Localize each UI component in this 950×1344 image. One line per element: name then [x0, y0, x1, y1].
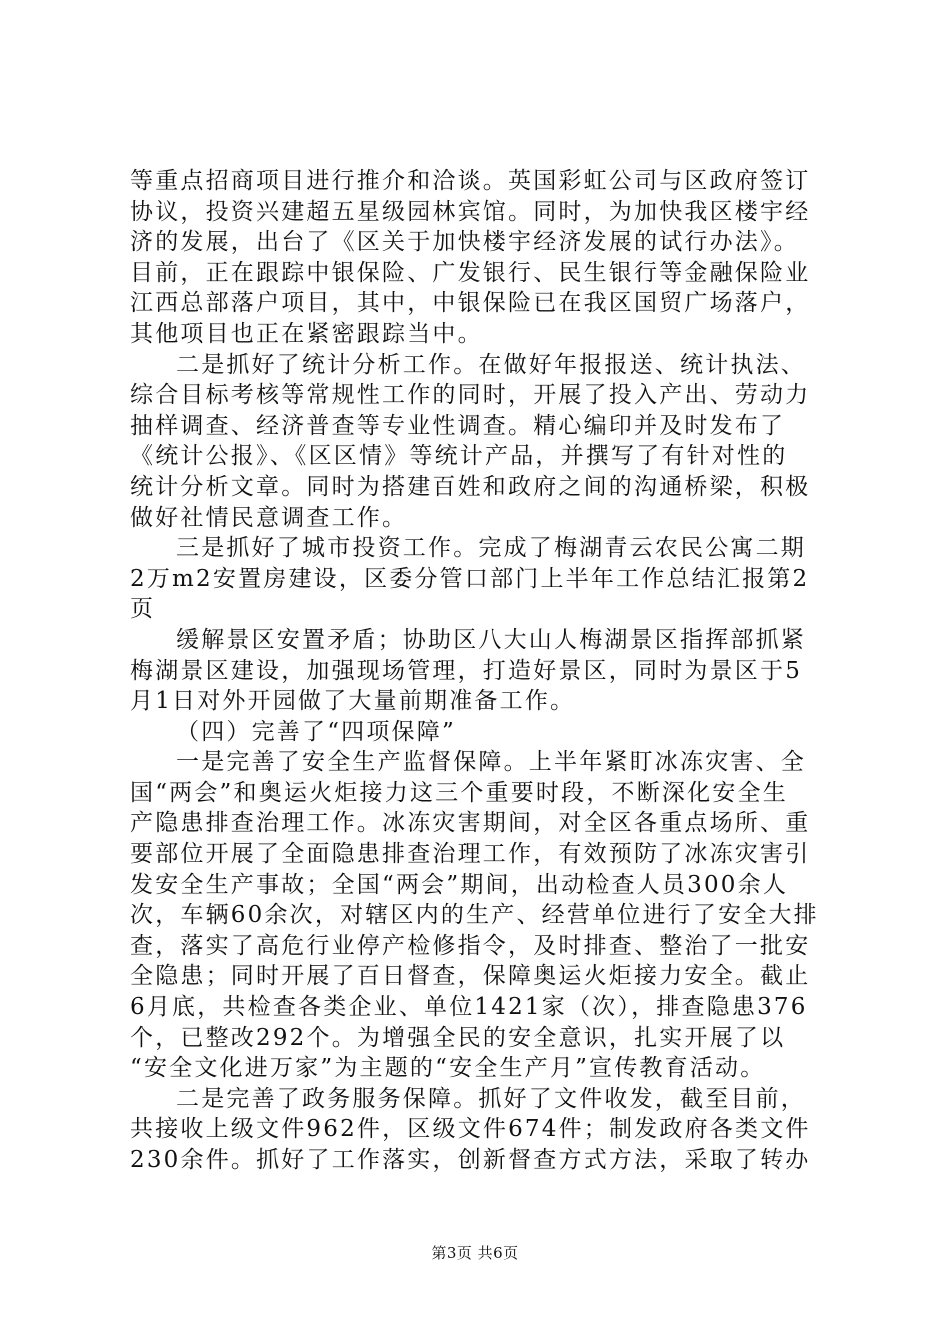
text-line: 共接收上级文件962件，区级文件674件；制发政府各类文件 — [130, 1116, 811, 1143]
text-line: 个，已整改292个。为增强全民的安全意识，扎实开展了以 — [130, 1024, 786, 1051]
text-line: 230余件。抓好了工作落实，创新督查方式方法，采取了转办 — [130, 1147, 811, 1173]
page-footer: 第3页 共6页 — [431, 1244, 519, 1262]
text-line: 等重点招商项目进行推介和洽谈。英国彩虹公司与区政府签订 — [130, 168, 811, 194]
text-line: 次，车辆60余次，对辖区内的生产、经营单位进行了安全大排 — [130, 902, 819, 929]
text-line: 统计分析文章。同时为搭建百姓和政府之间的沟通桥梁，积极 — [130, 473, 811, 500]
text-line: 查，落实了高危行业停产检修指令，及时排查、整治了一批安 — [130, 932, 811, 959]
document-body — [130, 166, 830, 1176]
text-line: 一是完善了安全生产监督保障。上半年紧盯冰冻灾害、全 — [176, 749, 806, 776]
text-line: 抽样调查、经济普查等专业性调查。精心编印并及时发布了 — [130, 412, 786, 439]
text-line: 梅湖景区建设，加强现场管理，打造好景区，同时为景区于5 — [130, 657, 803, 684]
text-line: 月1日对外开园做了大量前期准备工作。 — [130, 688, 576, 715]
text-line: 三是抓好了城市投资工作。完成了梅湖青云农民公寓二期 — [176, 535, 806, 562]
text-line: 缓解景区安置矛盾；协助区八大山人梅湖景区指挥部抓紧 — [176, 626, 806, 653]
text-line: 发安全生产事故；全国“两会”期间，出动检查人员300余人 — [130, 871, 789, 898]
text-line: 产隐患排查治理工作。冰冻灾害期间，对全区各重点场所、重 — [130, 810, 811, 837]
text-line: 要部位开展了全面隐患排查治理工作，有效预防了冰冻灾害引 — [130, 841, 811, 868]
text-line: 济的发展，出台了《区关于加快楼宇经济发展的试行办法》。 — [130, 229, 799, 256]
text-line: “安全文化进万家”为主题的“安全生产月”宣传教育活动。 — [130, 1055, 766, 1082]
text-line: 二是完善了政务服务保障。抓好了文件收发，截至目前， — [176, 1085, 806, 1112]
text-line: 《统计公报》、《区区情》等统计产品，并撰写了有针对性的 — [130, 443, 788, 470]
text-line: 二是抓好了统计分析工作。在做好年报报送、统计执法、 — [176, 351, 806, 378]
text-line: 其他项目也正在紧密跟踪当中。 — [130, 320, 483, 347]
text-line: 6月底，共检查各类企业、单位1421家（次），排查隐患376 — [130, 994, 808, 1021]
text-line: 2万m2安置房建设，区委分管口部门上半年工作总结汇报第2 — [130, 565, 810, 592]
text-line: 全隐患；同时开展了百日督查，保障奥运火炬接力安全。截止 — [130, 963, 811, 990]
text-line: （四）完善了“四项保障” — [176, 718, 456, 745]
text-line: 江西总部落户项目，其中，中银保险已在我区国贸广场落户， — [130, 290, 811, 317]
text-line: 协议，投资兴建超五星级园林宾馆。同时，为加快我区楼宇经 — [130, 198, 811, 225]
text-line: 目前，正在跟踪中银保险、广发银行、民生银行等金融保险业 — [130, 259, 811, 286]
text-line: 国“两会”和奥运火炬接力这三个重要时段，不断深化安全生 — [130, 779, 788, 806]
text-line: 页 — [130, 596, 156, 623]
text-line: 综合目标考核等常规性工作的同时，开展了投入产出、劳动力 — [130, 382, 811, 409]
text-line: 做好社情民意调查工作。 — [130, 504, 408, 531]
